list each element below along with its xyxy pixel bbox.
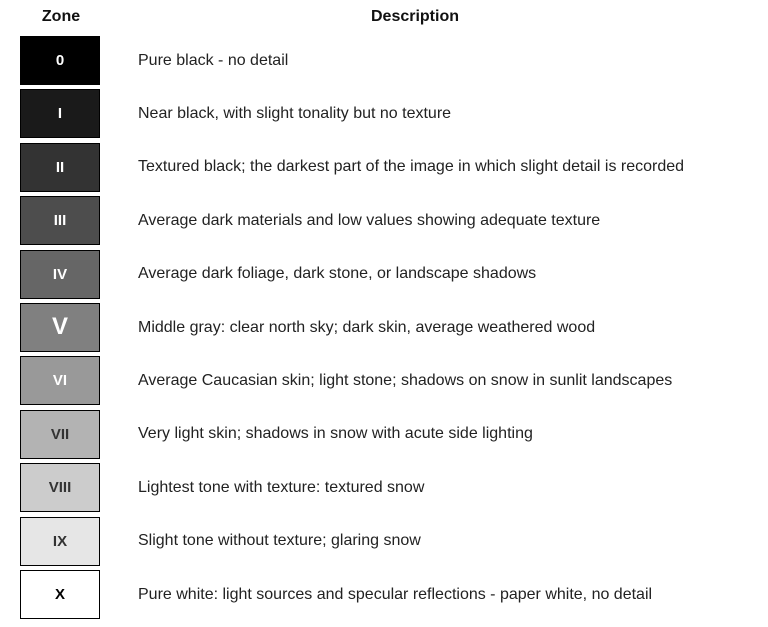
zone-description: Textured black; the darkest part of the image in which slight detail is recorded — [138, 158, 685, 176]
zone-row — [0, 515, 768, 568]
zone-swatch — [20, 36, 100, 85]
zone-row — [0, 34, 768, 87]
zone-label: IV — [52, 265, 68, 283]
zone-swatch — [20, 196, 100, 245]
zone-row — [0, 568, 768, 621]
zone-label: X — [54, 585, 65, 603]
zone-label: II — [55, 158, 65, 176]
zone-description: Average dark materials and low values showing adequate texture — [138, 211, 601, 229]
description-column-header: Description — [370, 8, 459, 25]
zone-row — [0, 461, 768, 514]
zone-description: Slight tone without texture; glaring snow — [138, 532, 421, 550]
zone-row — [0, 354, 768, 407]
zone-label: VII — [50, 425, 70, 443]
zone-swatch — [20, 463, 100, 512]
zone-description: Average dark foliage, dark stone, or landscape shadows — [138, 265, 537, 283]
zone-description: Near black, with slight tonality but no texture — [138, 105, 452, 123]
zone-swatch — [20, 303, 100, 352]
zone-swatch — [20, 410, 100, 459]
zone-swatch — [20, 570, 100, 619]
zone-label: 0 — [55, 52, 65, 69]
zone-swatch — [20, 250, 100, 299]
zone-label: III — [53, 212, 67, 230]
zone-label: VIII — [48, 479, 72, 497]
zone-row — [0, 141, 768, 194]
zone-description: Middle gray: clear north sky; dark skin, average weathered wood — [138, 318, 596, 336]
zone-swatch — [20, 89, 100, 138]
zone-label: VI — [52, 372, 68, 390]
zone-row — [0, 87, 768, 140]
zone-swatch — [20, 517, 100, 566]
zone-label: V — [51, 313, 68, 341]
zone-label: IX — [52, 532, 68, 550]
zone-row — [0, 194, 768, 247]
zone-description: Pure white: light sources and specular reflections - paper white, no detail — [138, 585, 653, 603]
zone-description: Lightest tone with texture: textured snow — [138, 478, 425, 496]
zone-description: Average Caucasian skin; light stone; shadows on snow in sunlit landscapes — [138, 372, 673, 390]
zone-row — [0, 248, 768, 301]
zone-description: Very light skin; shadows in snow with acute side lighting — [138, 425, 533, 443]
zone-swatch — [20, 356, 100, 405]
zone-column-header: Zone — [41, 8, 81, 25]
zone-label: I — [57, 105, 63, 123]
zone-swatch — [20, 143, 100, 192]
zone-row — [0, 301, 768, 354]
zone-row — [0, 408, 768, 461]
zone-description: Pure black - no detail — [138, 51, 289, 69]
zone-table — [0, 34, 768, 621]
